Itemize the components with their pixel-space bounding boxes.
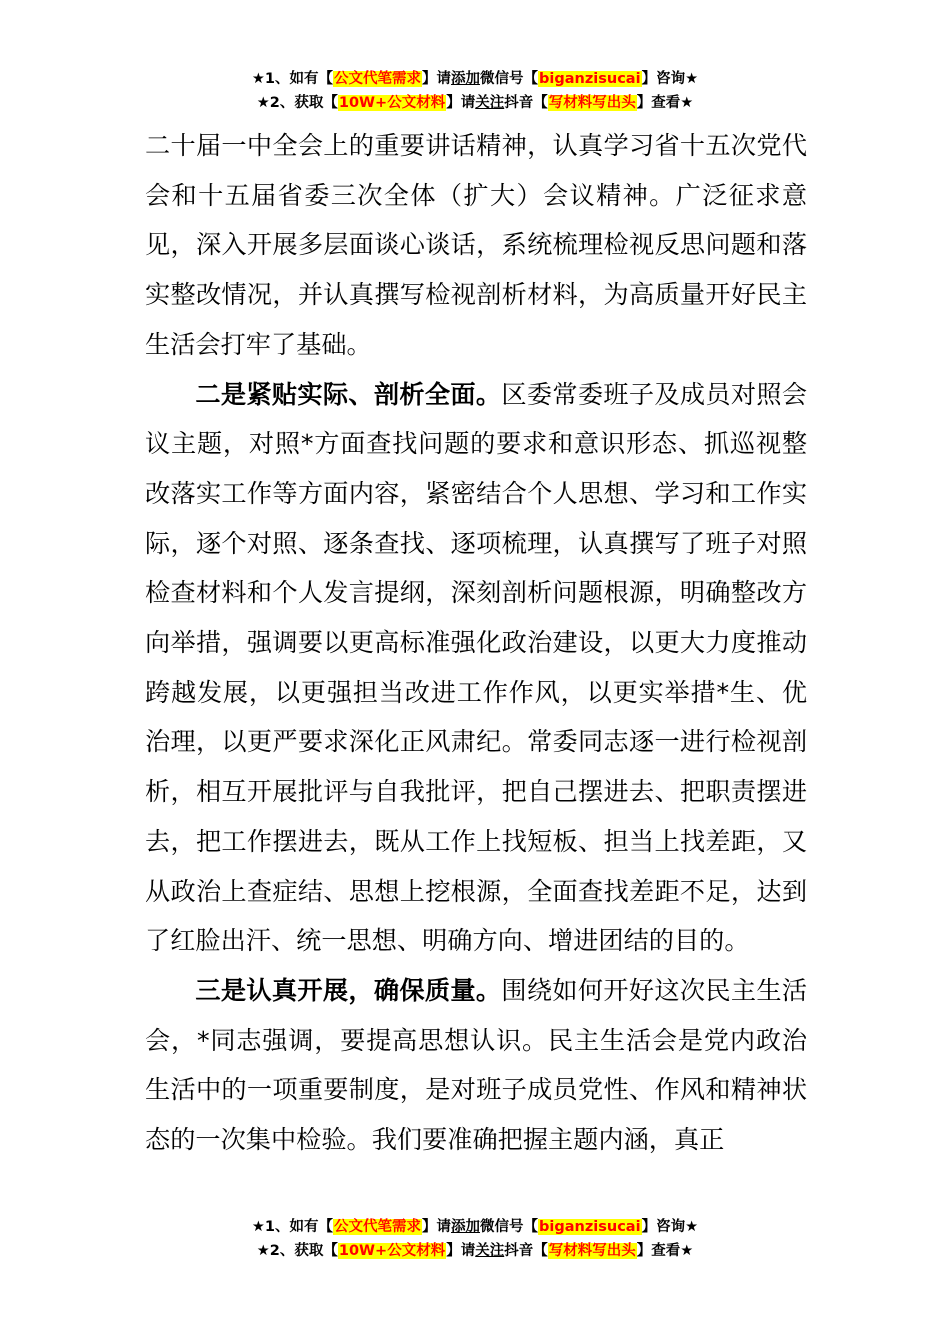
star-icon: ★ bbox=[256, 95, 270, 111]
star-icon: ★ bbox=[256, 1243, 270, 1259]
paragraph-2 bbox=[145, 370, 807, 966]
footer-banner bbox=[0, 1215, 950, 1263]
underlined-word: 关注 bbox=[475, 95, 505, 111]
banner-line-2 bbox=[0, 1239, 950, 1263]
banner-text: 抖音【 bbox=[504, 1243, 548, 1259]
paragraph-heading: 三是认真开展，确保质量。 bbox=[195, 975, 502, 1005]
banner-text: 】咨询 bbox=[641, 1219, 686, 1235]
banner-text: 2、获取【 bbox=[269, 95, 338, 111]
paragraph-text: 围绕如何开好这次民主生活会，*同志强调，要提高思想认识。民主生活会是党内政治生活中的一项重要制度，是对班子成员党性、作风和精神状态的一次集中检验。我们要准确把握主题内涵，真正 bbox=[145, 975, 808, 1155]
star-icon: ★ bbox=[685, 71, 699, 87]
star-icon: ★ bbox=[680, 95, 694, 111]
star-icon: ★ bbox=[251, 71, 265, 87]
banner-text: 微信号【 bbox=[480, 71, 539, 87]
star-icon: ★ bbox=[251, 1219, 265, 1235]
banner-text: 】请 bbox=[446, 1243, 476, 1259]
document-body bbox=[145, 121, 807, 1165]
banner-text: 1、如有【 bbox=[264, 71, 334, 87]
banner-text: 】查看 bbox=[636, 95, 681, 111]
paragraph-3 bbox=[145, 966, 807, 1165]
highlight-wechat-id: biganzisucai bbox=[539, 1219, 641, 1235]
highlight-douyin-account: 写材料写出头 bbox=[548, 95, 636, 111]
banner-line-2 bbox=[0, 91, 950, 115]
underlined-word: 添加 bbox=[451, 1219, 481, 1235]
paragraph-text: 区委常委班子及成员对照会议主题，对照*方面查找问题的要求和意识形态、抓巡视整改落实工作等方面内容，紧密结合个人思想、学习和工作实际，逐个对照、逐条查找、逐项梳理，认真撰写了班子对照检查材料和个人发言提纲，深刻剖析问题根源，明确整改方向举措，强调要以更高标准强化政治建设，以更大力度推动跨越发展，以更强担当改进工作作风，以更实举措*生、优治理，以更严要求深化正风肃纪。常委同志逐一进行检视剖析，相互开展批评与自我批评，把自己摆进去、把职责摆进去，把工作摆进去，既从工作上找短板、担当上找差距，又从政治上查症结、思想上挖根源，全面查找差距不足，达到了红脸出汗、统一思想、明确方向、增进团结的目的。 bbox=[145, 379, 808, 956]
banner-line-1 bbox=[0, 67, 950, 91]
star-icon: ★ bbox=[680, 1243, 694, 1259]
banner-text: 】请 bbox=[422, 71, 452, 87]
highlight-materials: 10W+公文材料 bbox=[338, 95, 446, 111]
banner-text: 1、如有【 bbox=[264, 1219, 334, 1235]
header-banner bbox=[0, 67, 950, 115]
underlined-word: 关注 bbox=[475, 1243, 505, 1259]
underlined-word: 添加 bbox=[451, 71, 481, 87]
banner-text: 】咨询 bbox=[641, 71, 686, 87]
star-icon: ★ bbox=[685, 1219, 699, 1235]
banner-text: 】请 bbox=[446, 95, 476, 111]
highlight-materials: 10W+公文材料 bbox=[338, 1243, 446, 1259]
highlight-wechat-id: biganzisucai bbox=[539, 71, 641, 87]
banner-text: 微信号【 bbox=[480, 1219, 539, 1235]
paragraph-heading: 二是紧贴实际、剖析全面。 bbox=[195, 379, 502, 409]
banner-line-1 bbox=[0, 1215, 950, 1239]
banner-text: 抖音【 bbox=[504, 95, 548, 111]
banner-text: 2、获取【 bbox=[269, 1243, 338, 1259]
banner-text: 】查看 bbox=[636, 1243, 681, 1259]
banner-text: 】请 bbox=[422, 1219, 452, 1235]
highlight-douyin-account: 写材料写出头 bbox=[548, 1243, 636, 1259]
highlight-service: 公文代笔需求 bbox=[334, 1219, 422, 1235]
paragraph-1: 二十届一中全会上的重要讲话精神，认真学习省十五次党代会和十五届省委三次全体（扩大）会议精神。广泛征求意见，深入开展多层面谈心谈话，系统梳理检视反思问题和落实整改情况，并认真撰写检视剖析材料，为高质量开好民主生活会打牢了基础。 bbox=[145, 131, 807, 359]
highlight-service: 公文代笔需求 bbox=[334, 71, 422, 87]
